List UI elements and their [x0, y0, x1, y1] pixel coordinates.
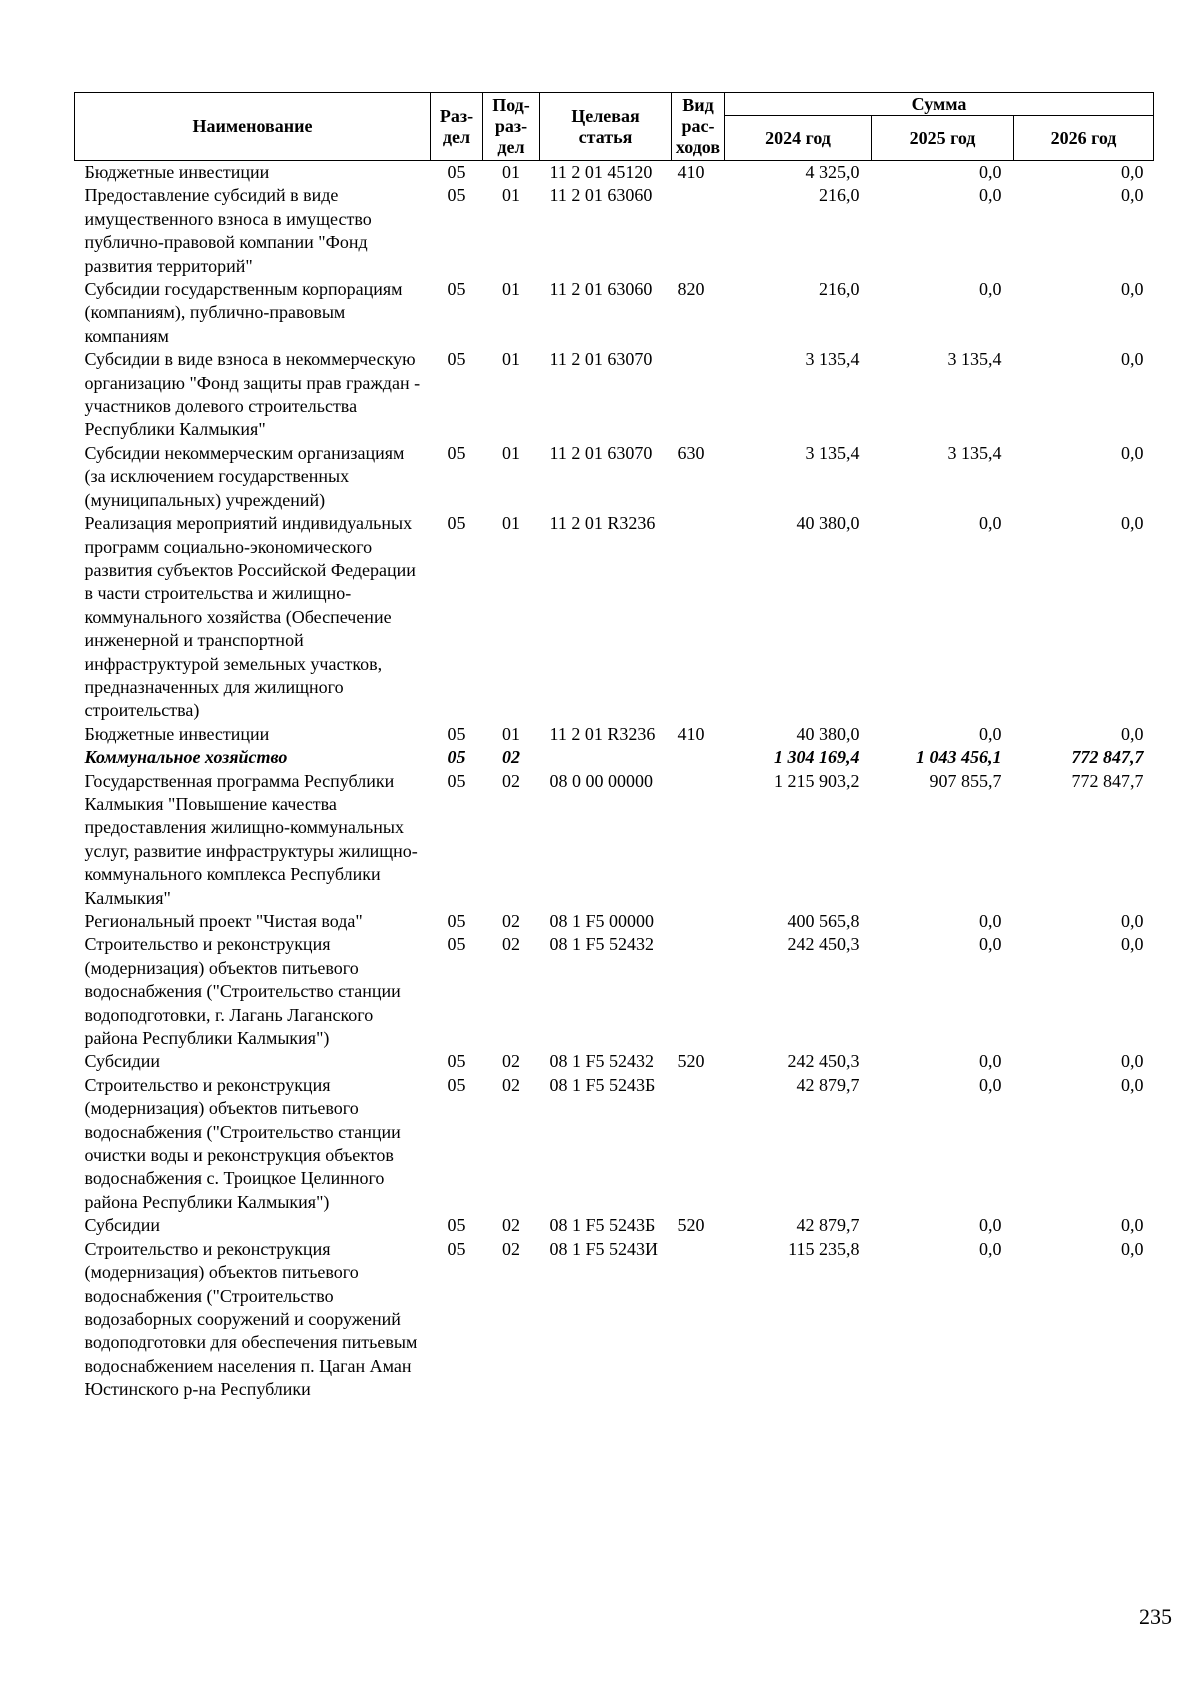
- row-sum-2025: 3 135,4: [947, 442, 1002, 463]
- row-sum-2026: 0,0: [1121, 934, 1144, 955]
- row-razdel: 05: [447, 513, 466, 534]
- row-vid-rashodov: 520: [677, 1051, 705, 1072]
- row-sum-2024: 115 235,8: [788, 1238, 860, 1259]
- row-vid-rashodov: [672, 1238, 725, 1402]
- row-celevaya-statya: 11 2 01 45120: [549, 162, 653, 182]
- row-vid-rashodov: [672, 746, 725, 769]
- row-name: Государственная программа Республики Калмыкия "Повышение качества предоставления жилищно-коммунальных услуг, развитие инфраструктуры жилищно-коммунального комплекса Республики Калмыкия": [84, 770, 418, 908]
- row-razdel: 05: [447, 162, 466, 182]
- table-row: [75, 278, 1154, 348]
- row-podrazdel: 02: [502, 770, 520, 791]
- row-sum-2025: 0,0: [979, 162, 1002, 182]
- row-celevaya-statya: [540, 746, 672, 769]
- row-celevaya-statya: 08 1 F5 5243Б: [549, 1215, 656, 1236]
- row-razdel: 05: [447, 934, 466, 955]
- row-sum-2024: 1 215 903,2: [774, 770, 860, 791]
- row-celevaya-statya: 11 2 01 R3236: [549, 723, 656, 744]
- row-name: Строительство и реконструкция (модернизация) объектов питьевого водоснабжения ("Строительство водозаборных сооружений и сооружений водоподготовки для обеспечения питьевым водоснабжением населения п. Цаган Аман Юстинского р-на Республики: [84, 1238, 418, 1400]
- row-sum-2026: 0,0: [1121, 349, 1144, 370]
- row-sum-2025: 3 135,4: [947, 349, 1002, 370]
- row-podrazdel: 02: [502, 747, 520, 768]
- row-sum-2024: 3 135,4: [805, 349, 860, 370]
- row-name: Субсидии государственным корпорациям (компаниям), публично-правовым компаниям: [84, 279, 403, 346]
- row-razdel: 05: [447, 1238, 466, 1259]
- header-podrazdel: Под- раз- дел: [483, 93, 540, 161]
- row-name: Бюджетные инвестиции: [84, 723, 270, 744]
- row-podrazdel: 01: [502, 723, 520, 744]
- row-sum-2024: 3 135,4: [805, 442, 860, 463]
- row-sum-2025: 0,0: [979, 1051, 1002, 1072]
- row-vid-rashodov: 410: [677, 723, 705, 744]
- row-podrazdel: 02: [502, 1051, 520, 1072]
- row-vid-rashodov: [672, 348, 725, 442]
- row-podrazdel: 02: [502, 1074, 520, 1095]
- table-row: [75, 910, 1154, 933]
- header-razdel: Раз- дел: [431, 93, 483, 161]
- header-summa: Сумма: [725, 93, 1154, 116]
- row-sum-2024: 40 380,0: [796, 513, 860, 534]
- row-razdel: 05: [447, 770, 466, 791]
- table-row: [75, 1074, 1154, 1214]
- budget-table: [74, 92, 1154, 1402]
- row-sum-2026: 0,0: [1121, 1051, 1144, 1072]
- table-row: [75, 161, 1154, 185]
- row-name: Реализация мероприятий индивидуальных программ социально-экономического развития субъектов Российской Федерации в части строительства и жилищно-коммунального хозяйства (Обеспечение инженерной и транспортной инфраструктурой земельных участков, предназначенных для жилищного строительства): [84, 513, 416, 721]
- row-name: Строительство и реконструкция (модернизация) объектов питьевого водоснабжения ("Строительство станции водоподготовки, г. Лагань Лаганского района Республики Калмыкия"): [84, 934, 401, 1049]
- row-celevaya-statya: 11 2 01 63070: [549, 349, 653, 370]
- header-2026: 2026 год: [1014, 116, 1154, 161]
- row-razdel: 05: [447, 185, 466, 206]
- row-vid-rashodov: 520: [677, 1215, 705, 1236]
- row-vid-rashodov: [672, 1074, 725, 1214]
- row-vid-rashodov: [672, 770, 725, 910]
- row-name: Субсидии: [84, 1215, 161, 1236]
- row-celevaya-statya: 11 2 01 R3236: [549, 513, 656, 534]
- row-sum-2025: 0,0: [979, 723, 1002, 744]
- row-razdel: 05: [447, 911, 466, 931]
- row-razdel: 05: [447, 349, 466, 370]
- row-sum-2024: 216,0: [819, 185, 860, 206]
- row-razdel: 05: [447, 279, 466, 300]
- row-celevaya-statya: 11 2 01 63060: [549, 185, 653, 206]
- row-celevaya-statya: 08 1 F5 52432: [549, 934, 655, 955]
- row-sum-2024: 216,0: [819, 279, 860, 300]
- row-vid-rashodov: 630: [677, 442, 705, 463]
- row-sum-2026: 0,0: [1121, 279, 1144, 300]
- row-sum-2024: 400 565,8: [787, 911, 860, 931]
- row-vid-rashodov: [672, 512, 725, 723]
- row-celevaya-statya: 11 2 01 63070: [549, 442, 653, 463]
- header-2024: 2024 год: [725, 116, 872, 161]
- table-body: [75, 161, 1154, 1402]
- row-sum-2026: 0,0: [1121, 1074, 1144, 1095]
- row-name: Субсидии некоммерческим организациям (за исключением государственных (муниципальных) учреждений): [84, 442, 405, 510]
- row-sum-2024: 42 879,7: [796, 1215, 860, 1236]
- row-sum-2026: 0,0: [1121, 723, 1144, 744]
- row-sum-2026: 0,0: [1121, 185, 1144, 206]
- header-celevaya: Целевая статья: [540, 93, 672, 161]
- row-razdel: 05: [447, 1074, 466, 1095]
- row-vid-rashodov: [672, 184, 725, 278]
- row-razdel: 05: [447, 723, 466, 744]
- row-vid-rashodov: [672, 933, 725, 1050]
- row-sum-2025: 0,0: [979, 934, 1002, 955]
- row-razdel: 05: [447, 1051, 466, 1072]
- table-row: [75, 1214, 1154, 1237]
- row-sum-2025: 0,0: [979, 1215, 1002, 1236]
- row-sum-2025: 0,0: [979, 1238, 1002, 1259]
- row-razdel: 05: [447, 1215, 466, 1236]
- row-podrazdel: 01: [502, 279, 520, 300]
- row-sum-2026: 772 847,7: [1071, 770, 1144, 791]
- row-sum-2026: 0,0: [1121, 1215, 1144, 1236]
- row-sum-2025: 0,0: [979, 513, 1002, 534]
- row-sum-2024: 42 879,7: [796, 1074, 860, 1095]
- row-sum-2026: 0,0: [1121, 1238, 1144, 1259]
- row-sum-2025: 907 855,7: [929, 770, 1002, 791]
- header-2025: 2025 год: [872, 116, 1014, 161]
- row-podrazdel: 02: [502, 1238, 520, 1259]
- row-sum-2024: 242 450,3: [787, 1051, 860, 1072]
- row-podrazdel: 01: [502, 349, 520, 370]
- page-number: 235: [1139, 1604, 1172, 1629]
- row-celevaya-statya: 08 1 F5 5243Б: [549, 1074, 656, 1095]
- row-name: Предоставление субсидий в виде имущественного взноса в имущество публично-правовой компании "Фонд развития территорий": [84, 185, 372, 276]
- row-podrazdel: 01: [502, 185, 520, 206]
- header-name: Наименование: [75, 93, 431, 161]
- row-celevaya-statya: 08 1 F5 5243И: [549, 1238, 659, 1259]
- header-vid: Вид рас- ходов: [672, 93, 725, 161]
- row-sum-2026: 0,0: [1121, 162, 1144, 182]
- row-podrazdel: 02: [502, 911, 520, 931]
- table-row: [75, 746, 1154, 769]
- row-razdel: 05: [447, 442, 466, 463]
- row-sum-2026: 0,0: [1121, 513, 1144, 534]
- table-row: [75, 442, 1154, 512]
- row-name: Строительство и реконструкция (модернизация) объектов питьевого водоснабжения ("Строительство станции очистки воды и реконструкция объектов водоснабжения с. Троицкое Целинного района Республики Калмыкия"): [84, 1074, 401, 1212]
- row-sum-2025: 1 043 456,1: [916, 747, 1002, 768]
- row-sum-2024: 40 380,0: [796, 723, 860, 744]
- table-row: [75, 184, 1154, 278]
- row-sum-2026: 0,0: [1121, 442, 1144, 463]
- table-row: [75, 770, 1154, 910]
- row-sum-2024: 242 450,3: [787, 934, 860, 955]
- row-celevaya-statya: 08 1 F5 52432: [549, 1051, 655, 1072]
- row-sum-2025: 0,0: [979, 911, 1002, 931]
- row-celevaya-statya: 08 1 F5 00000: [549, 911, 655, 931]
- row-sum-2026: 0,0: [1121, 911, 1144, 931]
- row-podrazdel: 02: [502, 1215, 520, 1236]
- row-sum-2026: 772 847,7: [1071, 747, 1144, 768]
- row-vid-rashodov: [672, 910, 725, 933]
- row-sum-2025: 0,0: [979, 279, 1002, 300]
- row-name: Региональный проект "Чистая вода": [84, 911, 363, 931]
- row-podrazdel: 02: [502, 934, 520, 955]
- table-row: [75, 348, 1154, 442]
- row-sum-2025: 0,0: [979, 185, 1002, 206]
- row-vid-rashodov: 820: [677, 279, 705, 300]
- row-sum-2024: 1 304 169,4: [774, 747, 860, 768]
- row-podrazdel: 01: [502, 442, 520, 463]
- table-row: [75, 933, 1154, 1050]
- table-row: [75, 1238, 1154, 1402]
- row-vid-rashodov: 410: [677, 162, 705, 182]
- row-sum-2025: 0,0: [979, 1074, 1002, 1095]
- table-row: [75, 512, 1154, 723]
- row-name: Субсидии в виде взноса в некоммерческую организацию "Фонд защиты прав граждан - участников долевого строительства Республики Калмыкия": [84, 349, 421, 440]
- row-podrazdel: 01: [502, 513, 520, 534]
- row-podrazdel: 01: [502, 162, 520, 182]
- row-celevaya-statya: 08 0 00 00000: [549, 770, 653, 791]
- row-name: Бюджетные инвестиции: [84, 162, 270, 182]
- row-celevaya-statya: 11 2 01 63060: [549, 279, 653, 300]
- table-header: [75, 93, 1154, 161]
- table-row: [75, 1050, 1154, 1073]
- row-razdel: 05: [447, 747, 466, 768]
- row-sum-2024: 4 325,0: [805, 162, 860, 182]
- row-name: Субсидии: [84, 1051, 161, 1072]
- table-row: [75, 723, 1154, 746]
- row-name: Коммунальное хозяйство: [84, 747, 288, 768]
